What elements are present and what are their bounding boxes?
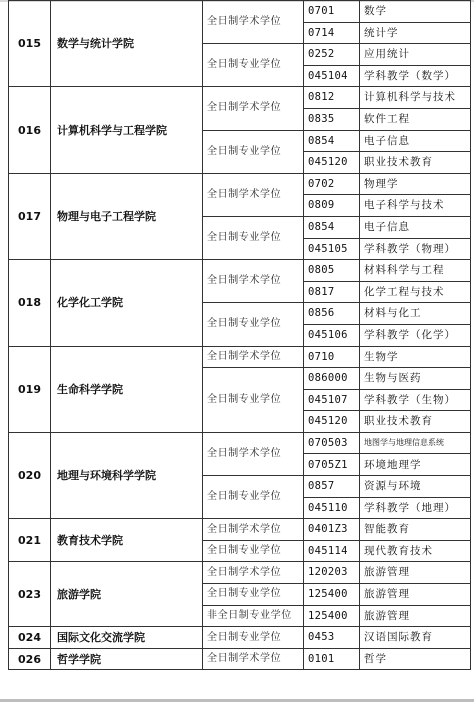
degree-type: 全日制学术学位 (203, 562, 304, 584)
major-name: 物理学 (360, 173, 471, 195)
table-row (9, 346, 471, 368)
degree-type: 全日制学术学位 (203, 260, 304, 303)
degree-type: 全日制学术学位 (203, 346, 304, 368)
college-name: 计算机科学与工程学院 (51, 87, 203, 173)
major-name: 电子信息 (360, 130, 471, 152)
table-row (9, 627, 471, 649)
major-code: 045120 (304, 152, 360, 174)
college-code: 020 (9, 432, 51, 518)
major-name: 智能教育 (360, 519, 471, 541)
degree-type: 全日制学术学位 (203, 173, 304, 216)
college-code: 017 (9, 173, 51, 259)
degree-type: 全日制学术学位 (203, 648, 304, 670)
college-code: 026 (9, 648, 51, 670)
college-code: 016 (9, 87, 51, 173)
college-name: 哲学学院 (51, 648, 203, 670)
degree-type: 全日制学术学位 (203, 432, 304, 475)
major-code: 045106 (304, 324, 360, 346)
major-code: 0453 (304, 627, 360, 649)
major-code: 045105 (304, 238, 360, 260)
major-code: 0809 (304, 195, 360, 217)
degree-type: 全日制专业学位 (203, 216, 304, 259)
major-name: 生物与医药 (360, 368, 471, 390)
major-name: 学科教学（化学） (360, 324, 471, 346)
major-name: 电子科学与技术 (360, 195, 471, 217)
major-name: 材料科学与工程 (360, 260, 471, 282)
major-name: 统计学 (360, 22, 471, 44)
major-name: 应用统计 (360, 44, 471, 66)
major-name: 学科教学（数学） (360, 65, 471, 87)
major-code: 045107 (304, 389, 360, 411)
college-name: 化学化工学院 (51, 260, 203, 346)
major-code: 0701 (304, 1, 360, 23)
major-name: 数学 (360, 1, 471, 23)
major-code: 0705Z1 (304, 454, 360, 476)
major-code: 0702 (304, 173, 360, 195)
major-code: 0854 (304, 130, 360, 152)
major-name: 职业技术教育 (360, 152, 471, 174)
degree-type: 全日制学术学位 (203, 1, 304, 44)
major-code: 045110 (304, 497, 360, 519)
major-name: 旅游管理 (360, 605, 471, 627)
college-name: 旅游学院 (51, 562, 203, 627)
major-name: 计算机科学与技术 (360, 87, 471, 109)
major-code: 0835 (304, 108, 360, 130)
college-code: 018 (9, 260, 51, 346)
major-name: 学科教学（生物） (360, 389, 471, 411)
table-row (9, 648, 471, 670)
degree-type: 全日制专业学位 (203, 540, 304, 562)
degree-type: 全日制专业学位 (203, 584, 304, 606)
table-row (9, 1, 471, 23)
major-code: 0812 (304, 87, 360, 109)
major-code: 0710 (304, 346, 360, 368)
table-row (9, 519, 471, 541)
enrollment-table (8, 0, 471, 670)
major-name: 环境地理学 (360, 454, 471, 476)
major-code: 0817 (304, 281, 360, 303)
major-code: 0252 (304, 44, 360, 66)
table-row (9, 432, 471, 454)
major-code: 045114 (304, 540, 360, 562)
major-code: 045104 (304, 65, 360, 87)
college-name: 数学与统计学院 (51, 1, 203, 87)
table-row (9, 260, 471, 282)
degree-type: 非全日制专业学位 (203, 605, 304, 627)
major-code: 125400 (304, 605, 360, 627)
degree-type: 全日制专业学位 (203, 44, 304, 87)
major-code: 086000 (304, 368, 360, 390)
college-name: 物理与电子工程学院 (51, 173, 203, 259)
college-code: 024 (9, 627, 51, 649)
table-row (9, 87, 471, 109)
major-name: 化学工程与技术 (360, 281, 471, 303)
major-name: 资源与环境 (360, 476, 471, 498)
major-name: 职业技术教育 (360, 411, 471, 433)
major-code: 120203 (304, 562, 360, 584)
major-code: 0101 (304, 648, 360, 670)
major-name: 地图学与地理信息系统 (360, 432, 471, 454)
degree-type: 全日制专业学位 (203, 627, 304, 649)
degree-type: 全日制专业学位 (203, 368, 304, 433)
degree-type: 全日制学术学位 (203, 519, 304, 541)
major-name: 现代教育技术 (360, 540, 471, 562)
table-row (9, 173, 471, 195)
college-name: 地理与环境科学学院 (51, 432, 203, 518)
college-code: 023 (9, 562, 51, 627)
major-name: 材料与化工 (360, 303, 471, 325)
major-name: 旅游管理 (360, 584, 471, 606)
degree-type: 全日制专业学位 (203, 476, 304, 519)
college-code: 015 (9, 1, 51, 87)
major-code: 0401Z3 (304, 519, 360, 541)
enrollment-table-body (9, 1, 471, 670)
major-code: 0714 (304, 22, 360, 44)
major-name: 哲学 (360, 648, 471, 670)
major-name: 软件工程 (360, 108, 471, 130)
major-code: 0856 (304, 303, 360, 325)
major-name: 电子信息 (360, 216, 471, 238)
table-row (9, 562, 471, 584)
college-code: 019 (9, 346, 51, 432)
major-code: 0854 (304, 216, 360, 238)
major-code: 070503 (304, 432, 360, 454)
degree-type: 全日制专业学位 (203, 303, 304, 346)
major-name: 汉语国际教育 (360, 627, 471, 649)
major-name: 旅游管理 (360, 562, 471, 584)
major-code: 045120 (304, 411, 360, 433)
degree-type: 全日制学术学位 (203, 87, 304, 130)
major-name: 生物学 (360, 346, 471, 368)
college-name: 生命科学学院 (51, 346, 203, 432)
major-code: 0857 (304, 476, 360, 498)
college-name: 国际文化交流学院 (51, 627, 203, 649)
college-name: 教育技术学院 (51, 519, 203, 562)
major-name: 学科教学（地理） (360, 497, 471, 519)
major-name: 学科教学（物理） (360, 238, 471, 260)
major-code: 0805 (304, 260, 360, 282)
degree-type: 全日制专业学位 (203, 130, 304, 173)
major-code: 125400 (304, 584, 360, 606)
college-code: 021 (9, 519, 51, 562)
